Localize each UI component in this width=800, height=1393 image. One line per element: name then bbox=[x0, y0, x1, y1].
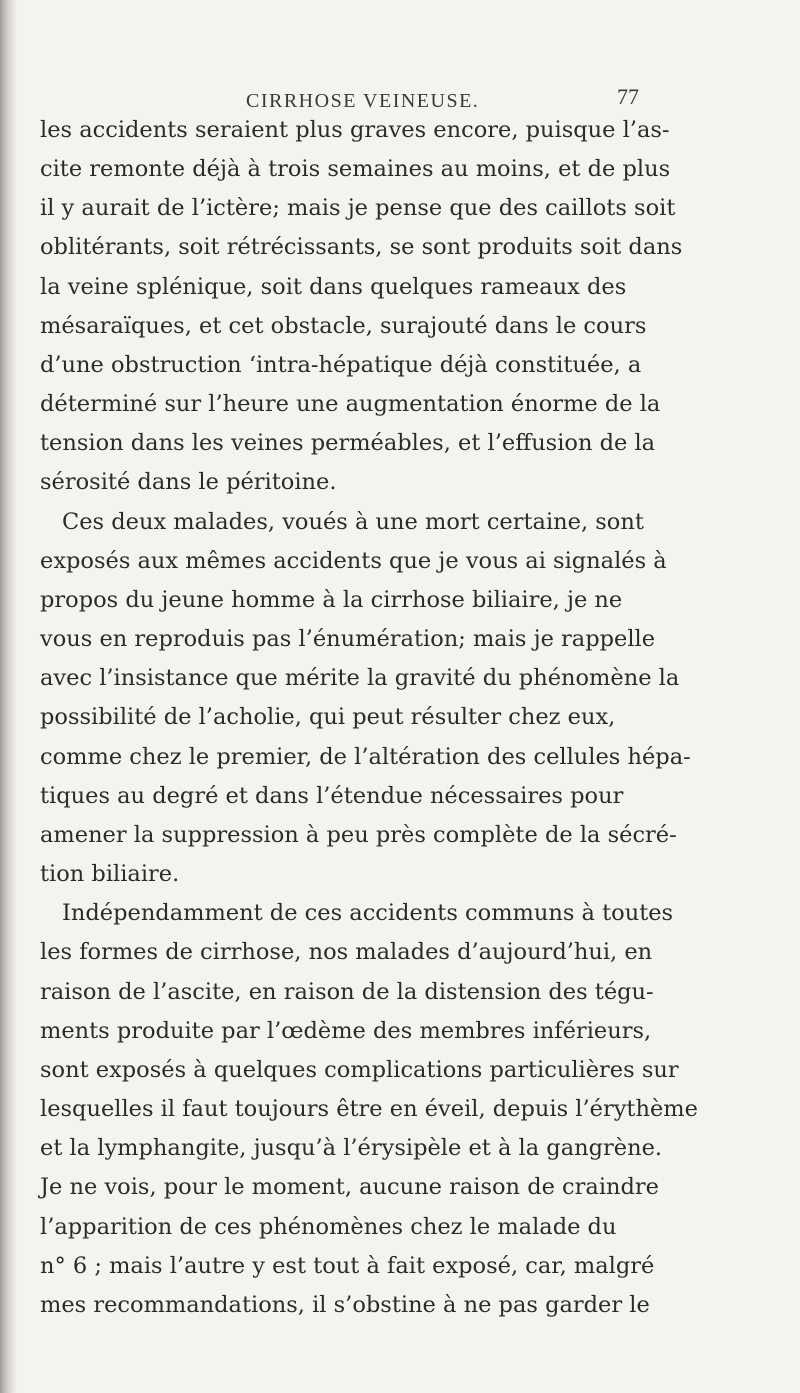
text-line: oblitérants, soit rétrécissants, se sont produits soit dans bbox=[40, 234, 683, 260]
text-line: la veine splénique, soit dans quelques rameaux des bbox=[40, 274, 627, 300]
text-line: amener la suppression à peu près complète de la sécré- bbox=[40, 822, 677, 848]
text-line: d’une obstruction ‘intra-hépatique déjà constituée, a bbox=[40, 352, 642, 378]
text-line: il y aurait de l’ictère; mais je pense que des caillots soit bbox=[40, 195, 676, 221]
text-line: possibilité de l’acholie, qui peut résulter chez eux, bbox=[40, 704, 616, 730]
text-line: n° 6 ; mais l’autre y est tout à fait exposé, car, malgré bbox=[40, 1253, 655, 1279]
text-line: les accidents seraient plus graves encore, puisque l’as- bbox=[40, 117, 670, 143]
text-line: mésaraïques, et cet obstacle, surajouté dans le cours bbox=[40, 313, 647, 339]
text-line: tiques au degré et dans l’étendue nécessaires pour bbox=[40, 783, 624, 809]
text-line: et la lymphangite, jusqu’à l’érysipèle et à la gangrène. bbox=[40, 1135, 663, 1161]
text-line: sérosité dans le péritoine. bbox=[40, 469, 337, 495]
text-line: sont exposés à quelques complications particulières sur bbox=[40, 1057, 679, 1083]
text-line: tion biliaire. bbox=[40, 861, 180, 887]
text-line: mes recommandations, il s’obstine à ne pas garder le bbox=[40, 1292, 650, 1318]
page-number: 77 bbox=[617, 84, 639, 109]
text-line: raison de l’ascite, en raison de la distension des tégu- bbox=[40, 979, 654, 1005]
text-line: comme chez le premier, de l’altération des cellules hépa- bbox=[40, 744, 691, 770]
text-line: les formes de cirrhose, nos malades d’aujourd’hui, en bbox=[40, 939, 653, 965]
text-line: lesquelles il faut toujours être en éveil, depuis l’érythème bbox=[40, 1096, 698, 1122]
text-line: déterminé sur l’heure une augmentation énorme de la bbox=[40, 391, 661, 417]
text-line: tension dans les veines perméables, et l’effusion de la bbox=[40, 430, 656, 456]
text-line: ments produite par l’œdème des membres inférieurs, bbox=[40, 1018, 652, 1044]
text-line: cite remonte déjà à trois semaines au moins, et de plus bbox=[40, 156, 671, 182]
text-line: Je ne vois, pour le moment, aucune raison de craindre bbox=[40, 1174, 659, 1200]
text-line: avec l’insistance que mérite la gravité du phénomène la bbox=[40, 665, 680, 691]
text-line: propos du jeune homme à la cirrhose biliaire, je ne bbox=[40, 587, 623, 613]
text-line: Ces deux malades, voués à une mort certaine, sont bbox=[62, 509, 644, 535]
text-line: exposés aux mêmes accidents que je vous ai signalés à bbox=[40, 548, 667, 574]
text-line: Indépendamment de ces accidents communs à toutes bbox=[62, 900, 674, 926]
running-title: CIRRHOSE VEINEUSE. bbox=[246, 90, 480, 112]
text-line: l’apparition de ces phénomènes chez le malade du bbox=[40, 1214, 617, 1240]
text-line: vous en reproduis pas l’énumération; mais je rappelle bbox=[40, 626, 656, 652]
